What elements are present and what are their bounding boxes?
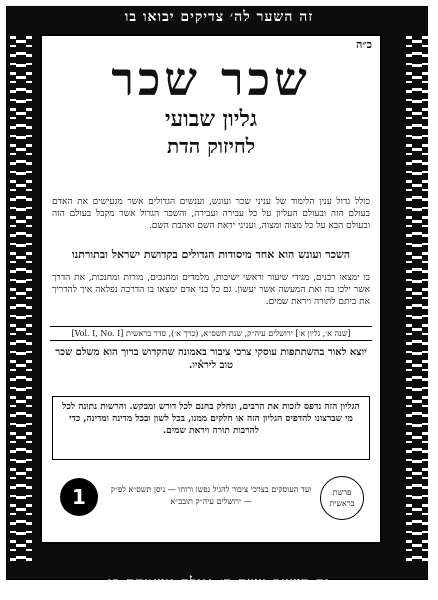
issue-reference: [שנה א׳, גליון א׳] ירושלים עיה״ק, שנת תשס״א, (כרך א׳), סדר בראשית [Vol. I, No. I]: [50, 326, 372, 341]
footer-row: [50, 472, 372, 528]
bottom-banner: זה השער עשה ה׳ נגילה ונשמחה בו: [108, 575, 330, 591]
content-panel: [40, 34, 382, 544]
publication-note: יוצא לאור בהשתתפות עוסקי צרכי ציבור באמונה שהקדוש ברוך הוא משלם שכר טוב לירא֯יו.: [55, 347, 367, 371]
intro-paragraph: כולל גדול ענין הלימוד של עניני שכר ועונש, וענשים הגדולים אשר מגעישים את האדם בעולם הזה ובעולם העליון על כל עבירה ועבירה, והשכר הגדול אשר מקבל בעולם הזה ובעולם הבא על כל מצוה ומצוה, ועניני יראת השם ואהבת השם.: [52, 197, 370, 231]
right-ornament: [406, 36, 428, 564]
audience-paragraph: בו ימצאו רבנים, מגידי שיעור וראשי ישיבות, מלמדים ומחנכים, מורות ומחנכות, את הדרך אשר ילכו בה ואת המעשה אשר יעשון. גם כל בני אדם ימצאו בו הדרכה נפלאה איך להדריך את ביתם לתורה ויראת שמים.: [52, 273, 370, 307]
publisher-contact: ועד העוסקים בצרכי ציבור להגיל נפשו ורוחו — ניסן תשס״א לפ״ק — ירושלים עיה״ק תובב״א: [110, 485, 312, 506]
subtitle: גליון שבועי: [164, 106, 258, 132]
title-main: שכר שכר: [111, 52, 311, 106]
issue-number-badge: 1: [60, 478, 98, 516]
distribution-notice: הגליון הזה נדפס לזכות את הרבים, ונחלק בחנם לכל דורש ומבקש. והרשות נתונה לכל מי שברצונו להדפיס הגליון הזה או חלקים ממנו, בכל לשון ובכל מדינה ומדינה, כדי להרבות תורה ויראת שמים.: [52, 396, 370, 460]
section-heading: השכר ועונש הוא אחד מיסודות הגדולים בקדושת ישראל ובתורתנו: [71, 248, 351, 261]
subtitle-secondary: לחיזוק הדת: [166, 134, 256, 158]
top-banner: זה השער לה׳ צדיקים יבואו בו: [124, 9, 314, 25]
left-ornament: [10, 36, 32, 564]
page-number: כ״ה: [356, 38, 372, 51]
parsha-stamp: פרשת בראשית: [320, 476, 364, 520]
